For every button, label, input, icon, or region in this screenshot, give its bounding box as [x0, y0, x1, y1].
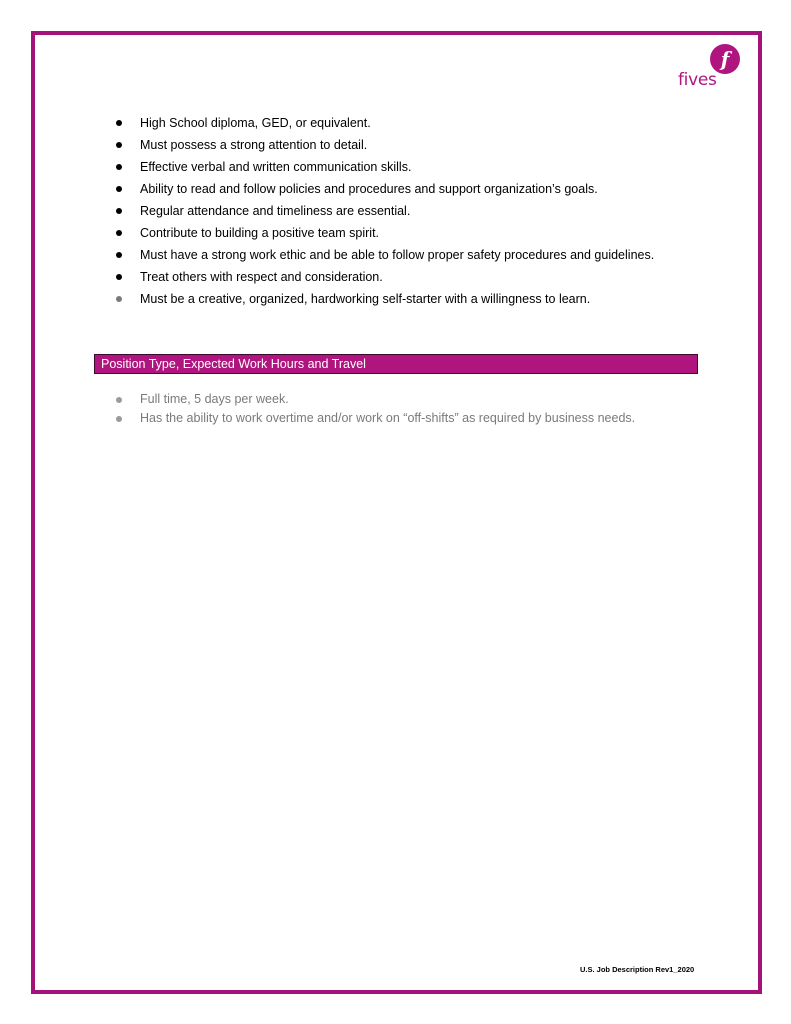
section-heading: Position Type, Expected Work Hours and Travel: [101, 357, 366, 371]
list-item-text: Treat others with respect and consideration.: [140, 270, 383, 284]
logo-mark: f: [720, 47, 730, 71]
logo-wordmark: fives: [678, 70, 717, 90]
list-item: [114, 390, 635, 409]
list-item-text: Effective verbal and written communication skills.: [140, 160, 412, 174]
list-item: [114, 134, 654, 156]
bullet-icon: [116, 230, 122, 236]
bullet-icon: [116, 274, 122, 280]
list-item-text: Contribute to building a positive team spirit.: [140, 226, 380, 240]
list-item-text: High School diploma, GED, or equivalent.: [140, 116, 371, 130]
list-item: [114, 112, 654, 134]
list-item: [114, 156, 654, 178]
bullet-icon: [116, 416, 122, 422]
section-heading-bar: [94, 354, 698, 374]
list-item-text: Has the ability to work overtime and/or work on “off-shifts” as required by business needs.: [140, 411, 636, 425]
list-item-text: Full time, 5 days per week.: [140, 392, 289, 406]
requirements-list: [114, 112, 654, 310]
fives-logo: [678, 44, 742, 92]
list-item-text: Must possess a strong attention to detail.: [140, 138, 368, 152]
list-item: [114, 244, 654, 266]
footer-text: U.S. Job Description Rev1_2020: [580, 965, 695, 974]
list-item: [114, 288, 654, 310]
list-item-text: Must have a strong work ethic and be able to follow proper safety procedures and guidelines.: [140, 248, 655, 262]
bullet-icon: [116, 397, 122, 403]
bullet-icon: [116, 208, 122, 214]
list-item-text: Regular attendance and timeliness are essential.: [140, 204, 411, 218]
list-item: [114, 200, 654, 222]
list-item: [114, 178, 654, 200]
list-item-text: Ability to read and follow policies and procedures and support organization’s goals.: [140, 182, 598, 196]
bullet-icon: [116, 252, 122, 258]
list-item-text: Must be a creative, organized, hardworking self-starter with a willingness to learn.: [140, 292, 591, 306]
bullet-icon: [116, 142, 122, 148]
position-list: [114, 390, 635, 428]
bullet-icon: [116, 164, 122, 170]
bullet-icon: [116, 186, 122, 192]
bullet-icon: [116, 296, 122, 302]
bullet-icon: [116, 120, 122, 126]
list-item: [114, 409, 635, 428]
list-item: [114, 222, 654, 244]
list-item: [114, 266, 654, 288]
